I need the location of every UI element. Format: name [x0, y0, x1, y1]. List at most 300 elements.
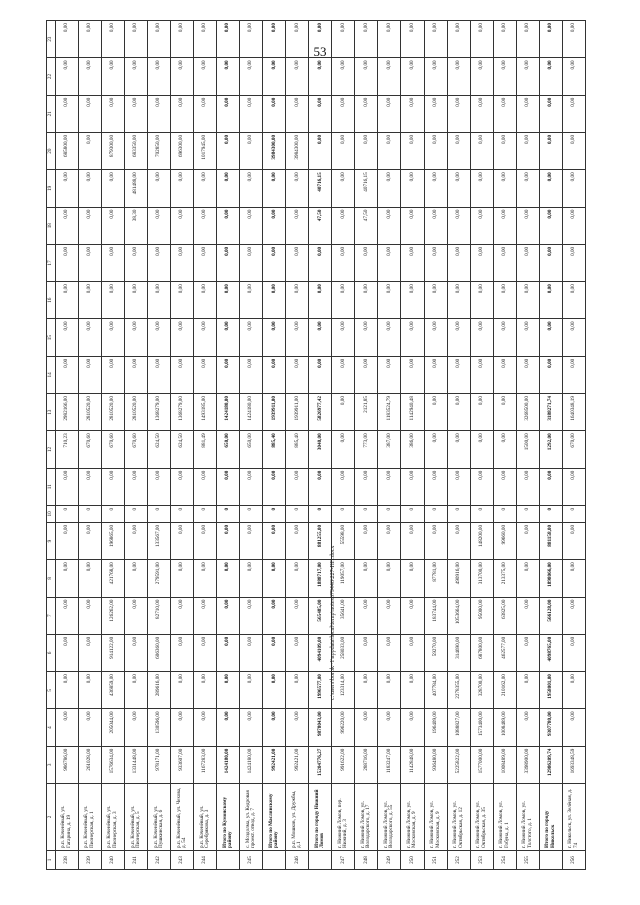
address-cell: г. Нижний Ломов, ул. Московская, д. 9: [401, 784, 424, 851]
value-cell: 0,00: [194, 597, 217, 634]
value-cell: 650,00: [217, 431, 240, 468]
value-cell: 0,00: [562, 356, 585, 393]
value-cell: 0,00: [493, 356, 516, 393]
value-cell: 87781,00: [424, 560, 447, 597]
value-cell: 0,00: [539, 244, 562, 281]
value-cell: 0,00: [516, 522, 539, 559]
row-number-cell: 247: [332, 851, 355, 870]
value-cell: 0: [562, 505, 585, 522]
value-cell: 0,00: [447, 58, 470, 95]
value-cell: 0,00: [493, 170, 516, 207]
address-cell: с. Моздолма, ул. Кедровая проект. отвод, д. 7: [240, 784, 263, 851]
value-cell: 0,00: [148, 356, 171, 393]
value-cell: 0,00: [332, 319, 355, 356]
value-cell: 119057,00: [332, 560, 355, 597]
value-cell: 0,00: [539, 132, 562, 169]
value-cell: 0: [240, 505, 263, 522]
value-cell: 0,00: [217, 709, 240, 746]
value-cell: 0,00: [447, 356, 470, 393]
value-cell: 0,00: [56, 170, 79, 207]
value-cell: 0,00: [562, 282, 585, 319]
value-cell: 670,60: [79, 431, 102, 468]
value-cell: 1142940,48: [401, 394, 424, 431]
value-cell: 0,00: [516, 560, 539, 597]
value-cell: 0,00: [470, 244, 493, 281]
value-cell: 0,00: [516, 356, 539, 393]
column-header: 7: [47, 597, 56, 634]
row-number-cell: 249: [378, 851, 401, 870]
value-cell: 0,00: [79, 95, 102, 132]
value-cell: 0,00: [447, 319, 470, 356]
row-number-cell: 248: [355, 851, 378, 870]
value-cell: 0,00: [102, 282, 125, 319]
value-cell: 0,00: [240, 634, 263, 671]
value-cell: 0,00: [217, 319, 240, 356]
value-cell: 15204776,27: [309, 746, 332, 783]
value-cell: 0,00: [125, 244, 148, 281]
address-cell: г. Нижний Ломов, ул. Октябрьская, д. 35: [470, 784, 493, 851]
value-cell: 773,00: [355, 431, 378, 468]
data-table: [46, 20, 586, 870]
value-cell: 879300,00: [102, 132, 125, 169]
address-cell: Итого по Кумонскому району: [217, 784, 240, 851]
value-cell: 0,00: [493, 394, 516, 431]
value-cell: 0,00: [493, 58, 516, 95]
footer-file-path: c:\users\borok~1\appdata\local\temp\notes879446\227-ПП.docx: [330, 545, 336, 700]
row-number-cell: 256: [562, 851, 585, 870]
value-cell: 0,00: [424, 21, 447, 58]
value-cell: 0,00: [470, 394, 493, 431]
value-cell: 1368279,00: [171, 394, 194, 431]
value-cell: 0,00: [79, 282, 102, 319]
value-cell: 885,40: [286, 431, 309, 468]
value-cell: 1958001,00: [539, 672, 562, 709]
value-cell: 0,00: [217, 560, 240, 597]
value-cell: 0,00: [148, 319, 171, 356]
value-cell: 0: [263, 505, 286, 522]
address-cell: г. Нижний Ломов, ул. Володарского, д. 55: [378, 784, 401, 851]
value-cell: 0,00: [424, 132, 447, 169]
value-cell: 0,00: [516, 132, 539, 169]
value-cell: 0,00: [148, 207, 171, 244]
value-cell: 0,00: [378, 244, 401, 281]
value-cell: 0,00: [102, 21, 125, 58]
value-cell: 0,00: [562, 672, 585, 709]
value-cell: 0,00: [516, 95, 539, 132]
value-cell: 0,00: [263, 244, 286, 281]
table-row: [401, 21, 424, 870]
value-cell: 1424180,00: [217, 746, 240, 783]
value-cell: 82710,00: [148, 597, 171, 634]
value-cell: 1640348,19: [562, 394, 585, 431]
value-cell: 0,00: [286, 634, 309, 671]
address-cell: г. Нижний Ломов, ул. Гобуна, д. 1: [493, 784, 516, 851]
column-header: 19: [47, 170, 56, 207]
value-cell: 0,00: [125, 95, 148, 132]
value-cell: 0,00: [493, 21, 516, 58]
value-cell: 0,00: [171, 95, 194, 132]
value-cell: 3188271,74: [539, 394, 562, 431]
value-cell: 881255,00: [309, 522, 332, 559]
table-row: [562, 21, 585, 870]
value-cell: 5225822,00: [447, 746, 470, 783]
value-cell: 0,00: [79, 672, 102, 709]
value-cell: 0,00: [125, 597, 148, 634]
value-cell: 0,00: [493, 95, 516, 132]
value-cell: 0,00: [424, 356, 447, 393]
value-cell: 0,00: [102, 95, 125, 132]
address-cell: г. Никольск, ул. Зелёная, д. 74: [562, 784, 585, 851]
column-header: 1: [47, 851, 56, 870]
table-row: [378, 21, 401, 870]
value-cell: 0,00: [171, 356, 194, 393]
value-cell: 0: [424, 505, 447, 522]
column-header: 11: [47, 468, 56, 505]
value-cell: 0,00: [493, 244, 516, 281]
table-row: [125, 21, 148, 870]
value-cell: 0,00: [447, 95, 470, 132]
value-cell: 933607,00: [171, 746, 194, 783]
value-cell: 0,00: [562, 319, 585, 356]
address-cell: р.п. Мошков, ул. Дружбы, д.1: [286, 784, 309, 851]
value-cell: 2278355,00: [447, 672, 470, 709]
value-cell: 0,00: [148, 58, 171, 95]
value-cell: 0,00: [378, 560, 401, 597]
value-cell: 0,00: [240, 21, 263, 58]
value-cell: 0,00: [539, 207, 562, 244]
value-cell: 0,00: [309, 58, 332, 95]
value-cell: 1292,00: [539, 431, 562, 468]
value-cell: 3398900,00: [516, 746, 539, 783]
row-number-cell: 252: [447, 851, 470, 870]
value-cell: 0: [401, 505, 424, 522]
column-header: 8: [47, 560, 56, 597]
value-cell: 0,00: [263, 319, 286, 356]
value-cell: 0,00: [355, 709, 378, 746]
table-row: [355, 21, 378, 870]
value-cell: 0,00: [102, 170, 125, 207]
value-cell: 1053664,00: [447, 597, 470, 634]
value-cell: 0,00: [355, 132, 378, 169]
value-cell: 0,00: [516, 58, 539, 95]
value-cell: 0,00: [194, 356, 217, 393]
value-cell: 0,00: [56, 709, 79, 746]
row-number-cell: 241: [125, 851, 148, 870]
value-cell: 0,00: [194, 95, 217, 132]
value-cell: 288716,00: [355, 746, 378, 783]
value-cell: 0,00: [217, 597, 240, 634]
value-cell: 978171,00: [148, 746, 171, 783]
value-cell: 0,00: [217, 132, 240, 169]
value-cell: 148200,00: [470, 522, 493, 559]
value-cell: 0,00: [539, 282, 562, 319]
value-cell: 0: [125, 505, 148, 522]
value-cell: 0,00: [378, 356, 401, 393]
value-cell: 0,00: [148, 170, 171, 207]
value-cell: 0,00: [332, 394, 355, 431]
row-number-cell: 243: [171, 851, 194, 870]
table-body: [56, 21, 586, 870]
value-cell: 0,00: [447, 244, 470, 281]
value-cell: 0,00: [125, 468, 148, 505]
value-cell: 0,00: [562, 468, 585, 505]
table-row: [56, 21, 79, 870]
value-cell: 885,40: [263, 431, 286, 468]
value-cell: 2810520,00: [125, 394, 148, 431]
value-cell: 0,00: [562, 170, 585, 207]
value-cell: 0,00: [286, 207, 309, 244]
value-cell: 0,00: [171, 207, 194, 244]
value-cell: 0,00: [217, 244, 240, 281]
value-cell: 0: [539, 505, 562, 522]
value-cell: 0,00: [355, 634, 378, 671]
value-cell: 0,00: [263, 522, 286, 559]
value-cell: 0,00: [194, 468, 217, 505]
value-cell: 314690,00: [447, 634, 470, 671]
value-cell: 0,00: [539, 356, 562, 393]
value-cell: 0,00: [539, 95, 562, 132]
value-cell: 0,00: [539, 319, 562, 356]
value-cell: 0,00: [332, 468, 355, 505]
value-cell: 0,00: [424, 522, 447, 559]
address-cell: р.п. Коченёвый, ул. Пионерская, д. 5: [125, 784, 148, 851]
value-cell: 0,00: [194, 560, 217, 597]
value-cell: 0,00: [447, 522, 470, 559]
value-cell: 0,00: [378, 170, 401, 207]
value-cell: 0,00: [263, 709, 286, 746]
table-row: [79, 21, 102, 870]
value-cell: 914122,00: [102, 634, 125, 671]
value-cell: 0,00: [332, 132, 355, 169]
value-cell: 1167283,00: [194, 746, 217, 783]
value-cell: 0,00: [240, 282, 263, 319]
value-cell: 0: [286, 505, 309, 522]
table-row: [470, 21, 493, 870]
value-cell: 0,00: [355, 468, 378, 505]
value-cell: 0,00: [194, 58, 217, 95]
address-cell: р.п. Коченёвый, ул. Пионерская, д. 3: [102, 784, 125, 851]
value-cell: 0,00: [286, 21, 309, 58]
value-cell: 0,00: [171, 244, 194, 281]
table-header-row: [47, 21, 56, 870]
value-cell: 991622,00: [332, 746, 355, 783]
value-cell: 0: [447, 505, 470, 522]
value-cell: 606360,00: [148, 634, 171, 671]
value-cell: 0,00: [424, 170, 447, 207]
value-cell: 0,00: [217, 207, 240, 244]
value-cell: 0,00: [562, 634, 585, 671]
value-cell: 0,00: [286, 522, 309, 559]
table-row: [516, 21, 539, 870]
value-cell: 328700,00: [470, 672, 493, 709]
value-cell: 2810520,00: [102, 394, 125, 431]
value-cell: 0,00: [378, 522, 401, 559]
value-cell: 0,00: [401, 709, 424, 746]
value-cell: 99660,00: [493, 522, 516, 559]
value-cell: 0,00: [378, 709, 401, 746]
value-cell: 0,00: [516, 170, 539, 207]
table-row: [240, 21, 263, 870]
value-cell: 1573400,00: [470, 709, 493, 746]
value-cell: 1939911,00: [263, 394, 286, 431]
value-cell: 0,00: [171, 709, 194, 746]
value-cell: 0,00: [240, 560, 263, 597]
value-cell: 702850,00: [148, 132, 171, 169]
value-cell: 0,00: [309, 356, 332, 393]
value-cell: 0,00: [217, 634, 240, 671]
value-cell: 40716,15: [355, 170, 378, 207]
value-cell: 0,00: [217, 522, 240, 559]
value-cell: 0,00: [102, 207, 125, 244]
value-cell: 0,00: [401, 672, 424, 709]
value-cell: 12986209,74: [539, 746, 562, 783]
table-total-row: [309, 21, 332, 870]
value-cell: 0,00: [240, 709, 263, 746]
value-cell: 0,00: [516, 597, 539, 634]
value-cell: 213375,00: [493, 560, 516, 597]
address-cell: г. Нижний Ломов, ул. Московская, д. 9: [424, 784, 447, 851]
value-cell: 0,00: [102, 319, 125, 356]
value-cell: 0,00: [125, 356, 148, 393]
value-cell: 1368279,00: [148, 394, 171, 431]
value-cell: 0,00: [493, 282, 516, 319]
value-cell: 0: [470, 505, 493, 522]
column-header: 15: [47, 319, 56, 356]
column-header: 5: [47, 672, 56, 709]
value-cell: 881158,00: [539, 522, 562, 559]
table-row: [148, 21, 171, 870]
value-cell: 650,00: [240, 431, 263, 468]
value-cell: 0,00: [286, 597, 309, 634]
value-cell: 0,00: [148, 282, 171, 319]
value-cell: 0,00: [286, 170, 309, 207]
value-cell: 0,00: [562, 21, 585, 58]
value-cell: 35641,00: [332, 597, 355, 634]
value-cell: 0,00: [171, 170, 194, 207]
value-cell: 0,00: [148, 468, 171, 505]
value-cell: 0,00: [240, 597, 263, 634]
value-cell: 0,00: [332, 21, 355, 58]
table-total-row: [539, 21, 562, 870]
value-cell: 0,00: [562, 597, 585, 634]
value-cell: 0,00: [217, 58, 240, 95]
value-cell: 0,00: [56, 672, 79, 709]
page-number: 53: [313, 44, 327, 59]
value-cell: 0,00: [378, 597, 401, 634]
value-cell: 1493185,00: [194, 394, 217, 431]
value-cell: 0,00: [56, 58, 79, 95]
value-cell: 2810520,00: [79, 394, 102, 431]
value-cell: 0,00: [424, 58, 447, 95]
value-cell: 0,00: [56, 95, 79, 132]
address-cell: р.п. Коченёвый, ул. Гагарина, д. 19: [56, 784, 79, 851]
value-cell: 0,00: [79, 522, 102, 559]
value-cell: 0,00: [79, 319, 102, 356]
value-cell: 95000,00: [470, 597, 493, 634]
value-cell: 0,00: [79, 244, 102, 281]
value-cell: 0,00: [516, 207, 539, 244]
value-cell: 3984300,00: [263, 132, 286, 169]
value-cell: 0,00: [516, 282, 539, 319]
value-cell: 1500,00: [516, 431, 539, 468]
value-cell: 0,00: [309, 468, 332, 505]
value-cell: 986786,00: [56, 746, 79, 783]
value-cell: 0,00: [286, 709, 309, 746]
value-cell: 0,00: [79, 356, 102, 393]
value-cell: 0,00: [470, 207, 493, 244]
table-row: [286, 21, 309, 870]
value-cell: 670,00: [562, 431, 585, 468]
value-cell: 0: [148, 505, 171, 522]
value-cell: 0,00: [447, 431, 470, 468]
value-cell: 0,00: [194, 319, 217, 356]
value-cell: 0,00: [286, 58, 309, 95]
value-cell: 0: [79, 505, 102, 522]
value-cell: 0,00: [562, 560, 585, 597]
value-cell: 0,00: [263, 282, 286, 319]
value-cell: 0,00: [516, 709, 539, 746]
value-cell: 4098765,00: [539, 634, 562, 671]
table-row: [424, 21, 447, 870]
value-cell: 0,00: [401, 634, 424, 671]
value-cell: 0,00: [493, 207, 516, 244]
value-cell: 0,00: [470, 95, 493, 132]
value-cell: 565485,00: [309, 597, 332, 634]
value-cell: 0,00: [493, 132, 516, 169]
value-cell: 0,00: [401, 522, 424, 559]
value-cell: 0,00: [125, 522, 148, 559]
value-cell: 0,00: [217, 282, 240, 319]
value-cell: 0,00: [79, 170, 102, 207]
value-cell: 0,00: [401, 58, 424, 95]
value-cell: 0,00: [378, 58, 401, 95]
value-cell: 0,00: [56, 319, 79, 356]
value-cell: 0,00: [125, 319, 148, 356]
value-cell: 0,00: [125, 634, 148, 671]
value-cell: 210162,00: [493, 672, 516, 709]
table-row: [447, 21, 470, 870]
value-cell: 0,00: [102, 468, 125, 505]
value-cell: 0,00: [378, 132, 401, 169]
value-cell: 5826977,42: [309, 394, 332, 431]
value-cell: 0,00: [447, 207, 470, 244]
value-cell: 670,60: [102, 431, 125, 468]
value-cell: 0,00: [332, 244, 355, 281]
value-cell: 0,00: [217, 170, 240, 207]
value-cell: 0,00: [539, 58, 562, 95]
value-cell: 0,00: [424, 244, 447, 281]
value-cell: 279591,00: [148, 560, 171, 597]
value-cell: 47,50: [309, 207, 332, 244]
value-cell: 0,00: [56, 21, 79, 58]
value-cell: 0,00: [309, 282, 332, 319]
value-cell: 0,00: [447, 282, 470, 319]
value-cell: 0,00: [125, 282, 148, 319]
value-cell: 0,00: [309, 21, 332, 58]
value-cell: 196409,00: [424, 709, 447, 746]
value-cell: 0,00: [401, 21, 424, 58]
value-cell: 0,00: [240, 672, 263, 709]
value-cell: 0,00: [79, 597, 102, 634]
value-cell: 710,23: [56, 431, 79, 468]
value-cell: 0,00: [171, 672, 194, 709]
address-cell: Итого по городу Нижний Ломов: [309, 784, 332, 851]
table-row: [102, 21, 125, 870]
address-cell: г. Нижний Ломов, пер. Нижний, д. 3: [332, 784, 355, 851]
value-cell: 0,00: [56, 468, 79, 505]
value-cell: 0,00: [470, 431, 493, 468]
value-cell: 0,00: [171, 468, 194, 505]
